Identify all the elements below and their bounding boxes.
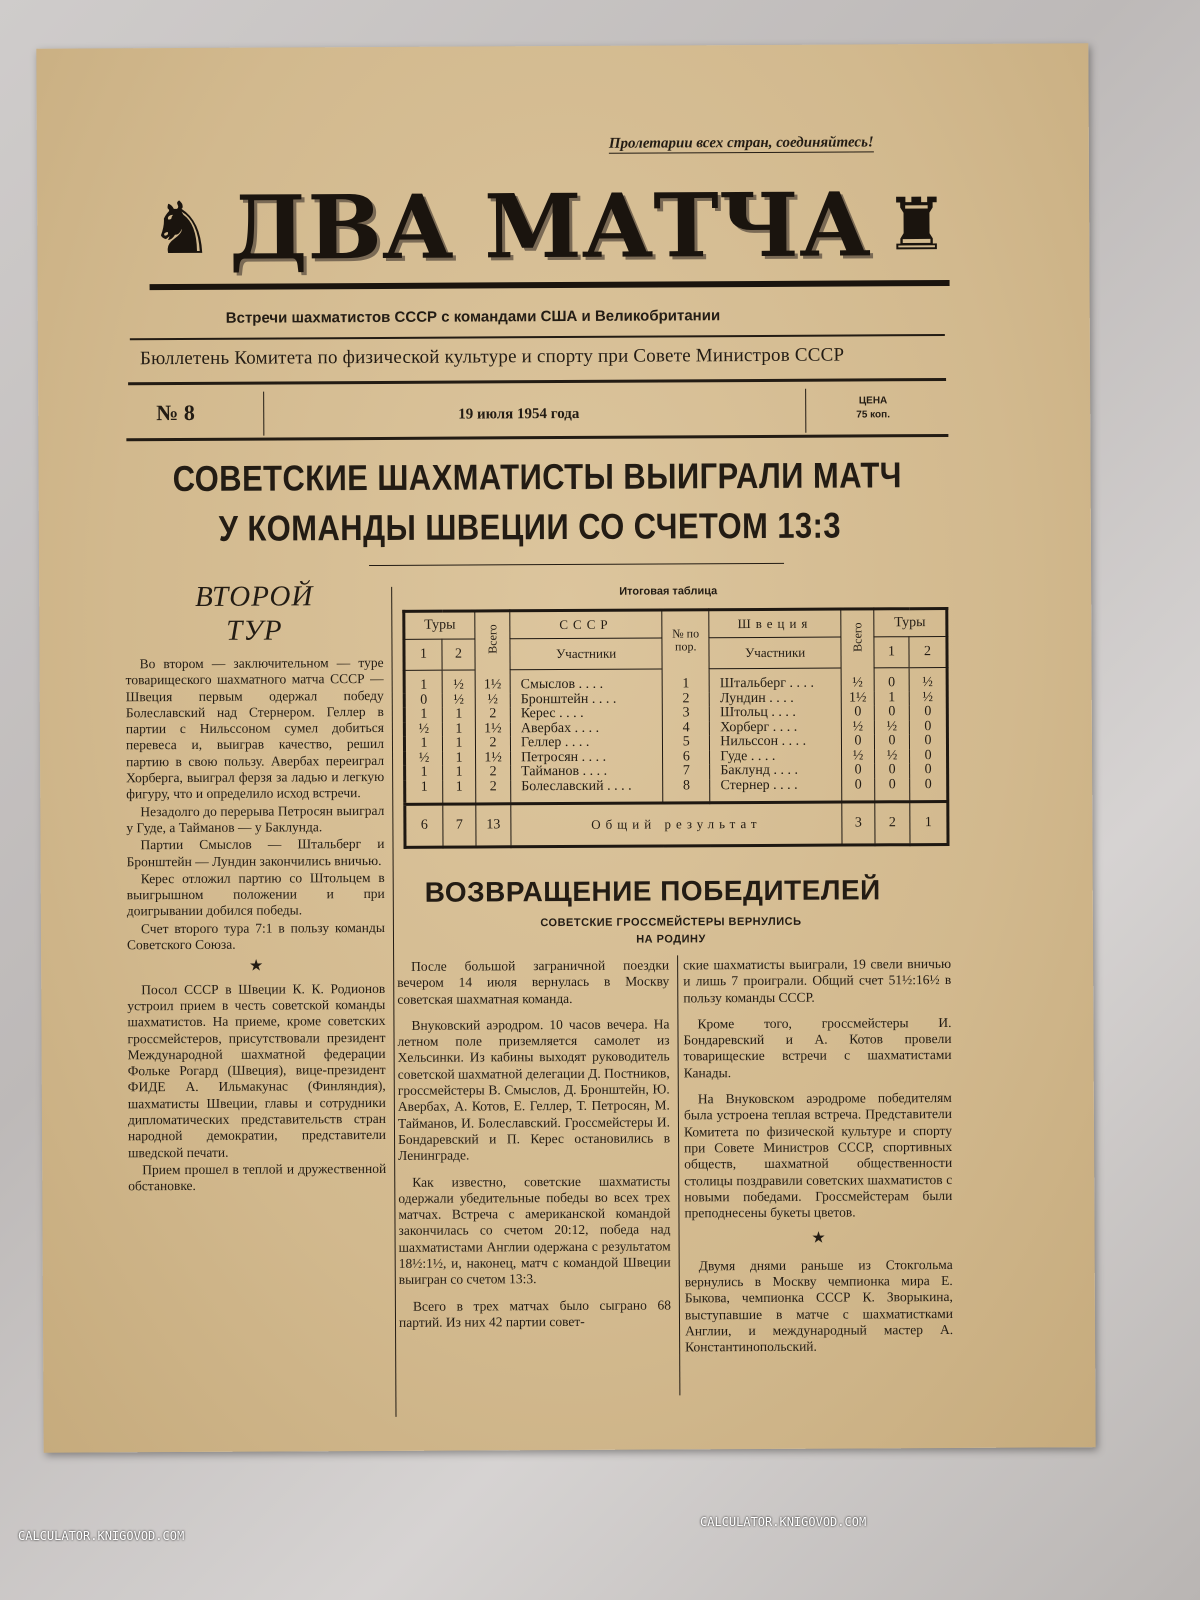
cell-st: 0 — [842, 778, 875, 802]
cell-n: 6 — [663, 750, 710, 765]
article-subtitle-2: НА РОДИНУ — [636, 933, 706, 946]
cell-u2: 1 — [443, 765, 476, 780]
cell-s2: 0 — [910, 778, 948, 802]
cell-u1: 1 — [420, 764, 428, 780]
cell-ut: 2 — [475, 707, 510, 722]
results-table: Туры Всего СССР № по пор. Швеция Всего Туры 1 2 Участники Участники 1 2 1 ½ 1½ Смыслов . . . . 1 Штальберг . . . . ½ 0 ½ 0 ½ ½ Бронштейн . . . . 2 Лундин . . . . 1½ 1 ½ 1 1 2 Керес . . . . 3 Штольц . . . . 0 0 0 ½ 1 1½ Авербах . . . . 4 Хорберг . . . . ½ ½ 0 1 1 2 Геллер . . . . 5 Нильссон . . . . 0 0 0 ½ 1 1½ Петросян . . . . 6 Гуде . . . . ½ ½ 0 1 1 2 Тайманов . . . . 7 Баклунд . . . . 0 0 0 1 1 2 Болеславский . . . . 8 Стернер . . . . 0 0 0 6 7 13 Общий результат 3 2 1 — [402, 607, 949, 849]
cell-s2: ½ — [909, 668, 947, 691]
cell-st: 0 — [841, 705, 874, 720]
cell-n: 2 — [662, 692, 709, 707]
column-divider — [677, 955, 680, 1395]
article-subtitle-1: СОВЕТСКИЕ ГРОССМЕЙСТЕРЫ ВЕРНУЛИСЬ — [540, 915, 802, 930]
article-column-1: После большой заграничной поездки вечером 14 июля вернулась в Москву советская шахматная команда. Внуковский аэродром. 10 часов вечера. На летном поле приземляется самолет из Хельсинки. Из кабины выходят руководитель советской шахматной делегации Д. Постников, гроссмейстеры В. Смыслов, Д. Бронштейн, Ю. Авербах, А. Котов, Е. Геллер, Т. Петросян, М. Тайманов, И. Болеславский. Гроссмейстеры И. Бондаревский и П. Керес остановились в Ленинграде. Как известно, советские шахматисты одержали убедительные победы во всех трех матчах. Встреча с американской командой закончилась со счетом 20:12, победа над шахматистами Англии одержана с результатом 18½:1½, и, наконец, матч с командой Швеции выигран со счетом 13:3. Всего в трех матчах было сыграно 68 партий. Из них 42 партии совет- — [397, 957, 671, 1330]
issue-number: № 8 — [156, 399, 195, 426]
cell-ut: 1½ — [475, 670, 510, 693]
cell-st: ½ — [841, 668, 874, 691]
chess-rook-icon: ♜ — [884, 184, 950, 266]
cell-st: 1½ — [841, 691, 874, 706]
divider — [128, 378, 946, 385]
cell-s2: 0 — [909, 734, 947, 749]
cell-u2: ½ — [442, 670, 475, 693]
chess-knight-icon: ♞ — [149, 188, 215, 270]
cell-st: 0 — [842, 763, 875, 778]
cell-sweden: Хорберг . . . . — [710, 720, 842, 735]
article-column-2: ские шахматисты выиграли, 19 свели вничью и лишь 7 проиграли. Общий счет 51½:16½ в пользу команды СССР. Кроме того, гроссмейстеры И. Бондаревский и А. Котов провели товарищеские встречи с шахматистами Канады. На Внуковском аэродроме победителям была устроена теплая встреча. Представители Комитета по физической культуре и спорту при Совете Министров СССР, спортивных обществ, шахматной общественности столицы поздравили советских шахматистов с новыми победами. Гроссмейстерам были преподнесены букеты цветов. ★ Двумя днями раньше из Стокгольма вернулись в Москву чемпионка мира Е. Быкова, чемпионка СССР К. Зворыкина, выступавшие в матче с шахматистками Англии, и международный мастер А. Константинопольский. — [683, 955, 954, 1355]
table-row — [404, 691, 947, 708]
section-title: ВТОРОЙ ТУР — [194, 580, 314, 647]
cell-ut: ½ — [475, 693, 510, 708]
cell-u1: 1 — [420, 677, 428, 693]
watermark: CALCULATOR.KNIGOVOD.COM — [700, 1515, 867, 1529]
cell-sweden: Штольц . . . . — [710, 706, 842, 721]
divider — [263, 392, 264, 436]
newspaper-page — [36, 43, 1095, 1452]
cell-u1: 0 — [420, 692, 428, 708]
cell-s1: 1 — [874, 691, 909, 706]
title-underline — [150, 280, 950, 290]
cell-u2: 1 — [442, 722, 475, 737]
divider — [130, 334, 945, 340]
star-icon: ★ — [248, 957, 264, 976]
cell-ussr: Смыслов . . . . — [510, 669, 662, 693]
cell-ussr: Авербах . . . . — [510, 721, 662, 736]
article-title: ВОЗВРАЩЕНИЕ ПОБЕДИТЕЛЕЙ — [424, 874, 881, 908]
cell-s1: ½ — [874, 720, 909, 735]
cell-st: ½ — [841, 720, 874, 735]
issue-date: 19 июля 1954 года — [458, 405, 580, 423]
star-icon: ★ — [811, 1230, 826, 1248]
cell-ussr: Бронштейн . . . . — [510, 692, 662, 707]
cell-sweden: Нильссон . . . . — [710, 735, 842, 750]
cell-s1: ½ — [875, 749, 910, 764]
headline-line-1: СОВЕТСКИЕ ШАХМАТИСТЫ ВЫИГРАЛИ МАТЧ — [172, 454, 903, 500]
cell-n: 5 — [663, 735, 710, 750]
cell-st: 0 — [841, 734, 874, 749]
cell-sweden: Гуде . . . . — [710, 749, 842, 764]
divider — [369, 563, 784, 566]
cell-s1: 0 — [874, 668, 909, 691]
cell-s1: 0 — [875, 778, 910, 802]
price: ЦЕНА 75 коп. — [856, 395, 890, 421]
divider — [126, 434, 948, 441]
cell-u1: 1 — [420, 706, 428, 722]
table-row — [405, 778, 948, 805]
bulletin-line: Бюллетень Комитета по физической культуре и спорту при Совете Министров СССР — [139, 344, 845, 370]
cell-s2: 0 — [909, 720, 947, 735]
cell-ut: 1½ — [475, 722, 510, 737]
cell-s2: 0 — [909, 705, 947, 720]
cell-s1: 0 — [874, 734, 909, 749]
cell-ussr: Геллер . . . . — [510, 735, 662, 750]
cell-n: 8 — [663, 779, 710, 803]
masthead-subtitle: Встречи шахматистов СССР с командами США и Великобритании — [225, 307, 721, 327]
cell-u1: ½ — [418, 750, 430, 766]
cell-ut: 1½ — [476, 751, 511, 766]
cell-n: 4 — [663, 721, 710, 736]
cell-sweden: Штальберг . . . . — [709, 668, 841, 692]
cell-ut: 2 — [476, 780, 511, 804]
left-article: ВТОРОЙ ТУР Во втором — заключительном — туре товарищеского шахматного матча СССР — Швеция первым одержал победу Болеславский над Стернером. Геллер в партии с Нильссоном сумел добиться перевеса и, выиграв качество, решил партию в свою пользу. Авербах переиграл Хорберга, выиграл ферзя за ладью и легкую фигуру, что и определило исход встречи. Незадолго до перерыва Петросян выиграл у Гуде, а Тайманов — у Баклунда. Партии Смыслов — Штальберг и Бронштейн — Лундин закончились вничью. Керес отложил партию со Штольцем в выигрышном положении и при доигрывании добился победы. Счет второго тура 7:1 в пользу команды Советского Союза. ★ Посол СССР в Швеции К. К. Родионов устроил прием в честь советской команды шахматистов. На приеме, кроме советских гроссмейстеров, присутствовали президент Международной шахматной федерации Фольке Рогард (Швеция), вице-президент ФИДЕ А. Ильмакунас (Финляндия), шахматисты Швеции, главы и сотрудники дипломатических представительств стран народной демократии, представители шведской печати. Прием прошел в теплой и дружественной обстановке. — [125, 580, 387, 1194]
cell-n: 7 — [663, 764, 710, 779]
cell-ut: 2 — [475, 736, 510, 751]
cell-u1: 1 — [420, 735, 428, 751]
slogan: Пролетарии всех стран, соединяйтесь! — [608, 134, 874, 152]
cell-s2: 0 — [910, 749, 948, 764]
divider — [805, 389, 806, 433]
cell-s1: 0 — [875, 763, 910, 778]
cell-s2: ½ — [909, 691, 947, 706]
cell-sweden: Лундин . . . . — [709, 691, 841, 706]
table-caption: Итоговая таблица — [619, 585, 718, 598]
cell-st: ½ — [842, 749, 875, 764]
cell-n: 1 — [662, 669, 709, 692]
cell-ussr: Тайманов . . . . — [511, 764, 663, 779]
cell-ussr: Болеславский . . . . — [511, 779, 663, 804]
cell-u1: 1 — [420, 779, 428, 795]
cell-ussr: Керес . . . . — [510, 706, 662, 721]
watermark: CALCULATOR.KNIGOVOD.COM — [18, 1529, 185, 1543]
headline-line-2: У КОМАНДЫ ШВЕЦИИ СО СЧЕТОМ 13:3 — [218, 504, 842, 549]
cell-u1: ½ — [418, 721, 430, 737]
cell-sweden: Стернер . . . . — [710, 778, 842, 803]
masthead-title: ♞ ДВА МАТЧА ♜ — [149, 172, 970, 296]
column-divider — [391, 587, 396, 1417]
cell-s1: 0 — [874, 705, 909, 720]
cell-u2: ½ — [442, 693, 475, 708]
cell-ut: 2 — [476, 765, 511, 780]
cell-sweden: Баклунд . . . . — [710, 764, 842, 779]
cell-n: 3 — [663, 706, 710, 721]
cell-s2: 0 — [910, 763, 948, 778]
cell-ussr: Петросян . . . . — [511, 750, 663, 765]
cell-u2: 1 — [443, 780, 476, 804]
cell-u2: 1 — [442, 736, 475, 751]
cell-u2: 1 — [443, 751, 476, 766]
cell-u2: 1 — [442, 707, 475, 722]
